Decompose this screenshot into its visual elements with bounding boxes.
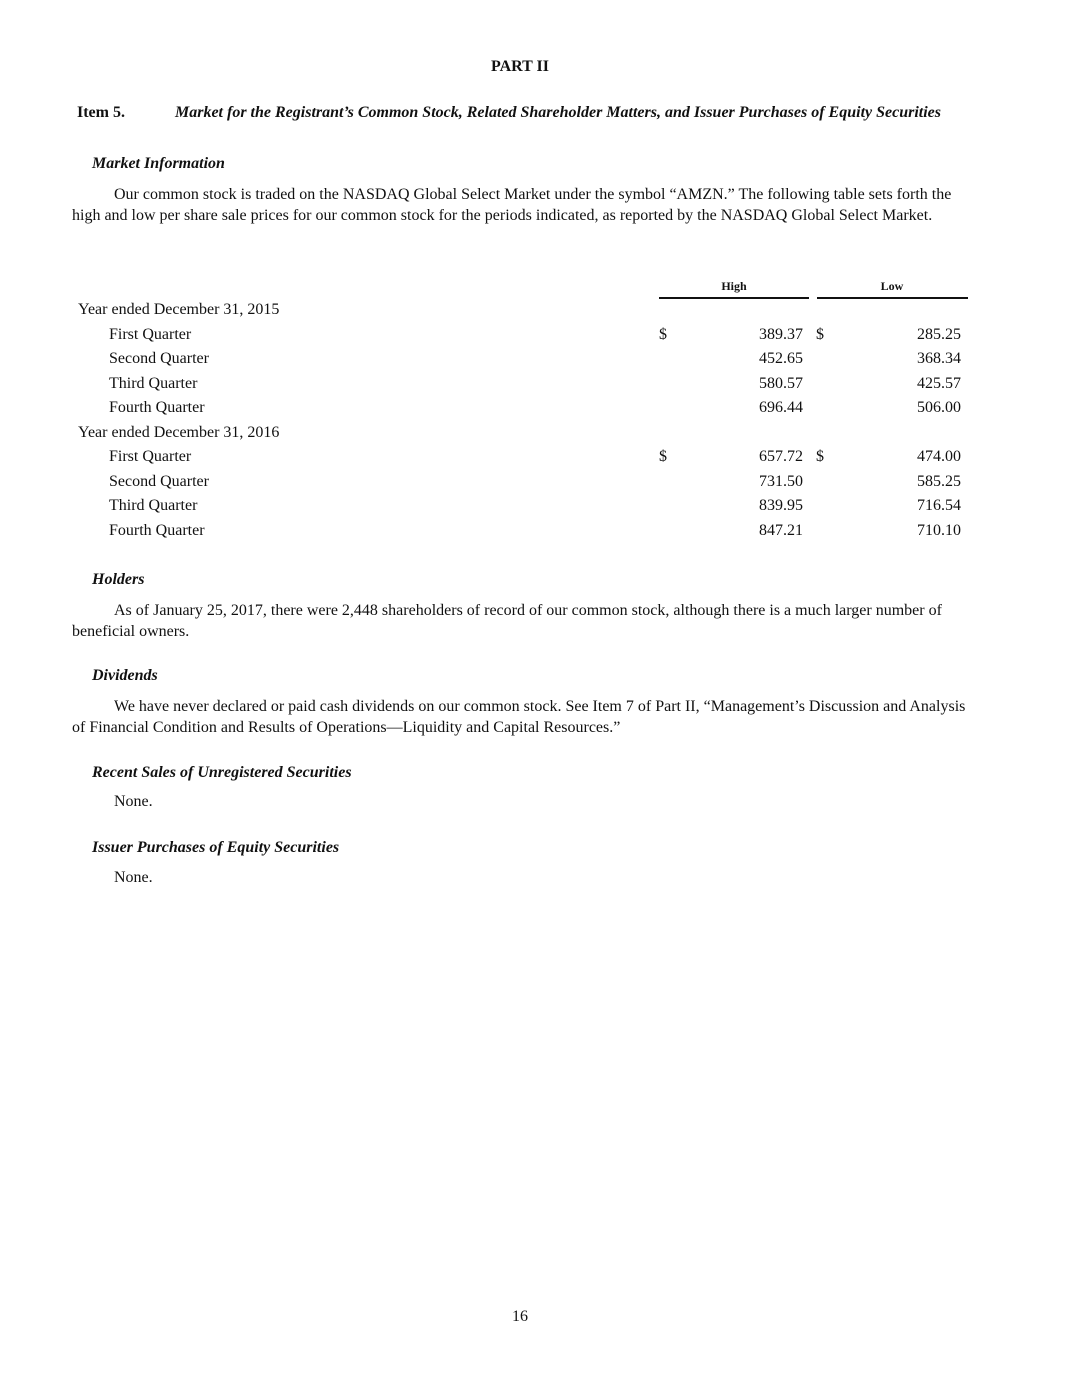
- column-rule-high: [659, 297, 809, 299]
- low-value: 285.25: [917, 325, 961, 343]
- row-label: Third Quarter: [109, 374, 198, 392]
- high-value: 580.57: [759, 374, 803, 392]
- row-label: First Quarter: [109, 448, 192, 465]
- table-group-row: [0, 424, 1071, 448]
- dollar-sign-high: $: [659, 325, 667, 343]
- high-value: 696.44: [759, 399, 803, 416]
- table-row: [0, 375, 1071, 399]
- table-row: [0, 399, 1071, 423]
- table-row: [0, 473, 1071, 497]
- table-row: [0, 326, 1071, 350]
- dividends-heading: Dividends: [92, 667, 158, 684]
- high-value: 657.72: [759, 448, 803, 465]
- column-rule-low: [817, 297, 968, 299]
- high-value: 389.37: [759, 325, 803, 343]
- market-information-heading: Market Information: [92, 155, 225, 172]
- row-label: Fourth Quarter: [109, 521, 205, 539]
- row-label: Third Quarter: [109, 497, 198, 514]
- dollar-sign-high: $: [659, 448, 667, 465]
- dollar-sign-low: $: [816, 325, 824, 343]
- issuer-purchases-heading: Issuer Purchases of Equity Securities: [92, 839, 340, 856]
- low-value: 368.34: [917, 350, 961, 367]
- low-value: 710.10: [917, 521, 961, 539]
- row-label: Second Quarter: [109, 350, 209, 367]
- high-value: 847.21: [759, 521, 803, 539]
- row-label: Fourth Quarter: [109, 399, 205, 416]
- column-header-high: High: [721, 279, 747, 293]
- page-number: 16: [512, 1308, 528, 1325]
- dividends-paragraph: We have never declared or paid cash dividends on our common stock. See Item 7 of Part II, “Management’s Discussion and Analysis of Financial Condition and Results of Operations—Liquidity and Capital Resources.”: [72, 698, 966, 736]
- low-value: 585.25: [917, 472, 961, 490]
- holders-heading: Holders: [92, 571, 145, 588]
- market-information-paragraph: Our common stock is traded on the NASDAQ Global Select Market under the symbol “AMZN.” The following table sets forth the high and low per share sale prices for our common stock for the periods indicated, as reported by the NASDAQ Global Select Market.: [72, 186, 952, 224]
- low-value: 474.00: [917, 448, 961, 465]
- table-group-row: [0, 301, 1071, 325]
- low-value: 425.57: [917, 374, 961, 392]
- table-group-label: Year ended December 31, 2015: [78, 301, 280, 318]
- item-title: Market for the Registrant’s Common Stock, Related Shareholder Matters, and Issuer Purchases of Equity Securities: [175, 104, 942, 121]
- dollar-sign-low: $: [816, 448, 824, 465]
- part-title: PART II: [491, 58, 549, 75]
- table-row: [0, 350, 1071, 374]
- issuer-purchases-text: None.: [114, 869, 153, 886]
- column-header-low: Low: [880, 279, 904, 293]
- table-row: [0, 448, 1071, 472]
- table-row: [0, 522, 1071, 546]
- item-label: Item 5.: [77, 104, 125, 121]
- high-value: 839.95: [759, 497, 803, 514]
- high-value: 731.50: [759, 472, 803, 490]
- holders-paragraph: As of January 25, 2017, there were 2,448 shareholders of record of our common stock, although there is a much larger number of beneficial owners.: [72, 602, 942, 640]
- high-value: 452.65: [759, 350, 803, 367]
- recent-sales-text: None.: [114, 793, 153, 810]
- recent-sales-heading: Recent Sales of Unregistered Securities: [92, 764, 352, 781]
- low-value: 716.54: [917, 497, 961, 514]
- row-label: First Quarter: [109, 325, 192, 343]
- row-label: Second Quarter: [109, 472, 209, 490]
- table-row: [0, 497, 1071, 521]
- table-group-label: Year ended December 31, 2016: [78, 423, 280, 441]
- low-value: 506.00: [917, 399, 961, 416]
